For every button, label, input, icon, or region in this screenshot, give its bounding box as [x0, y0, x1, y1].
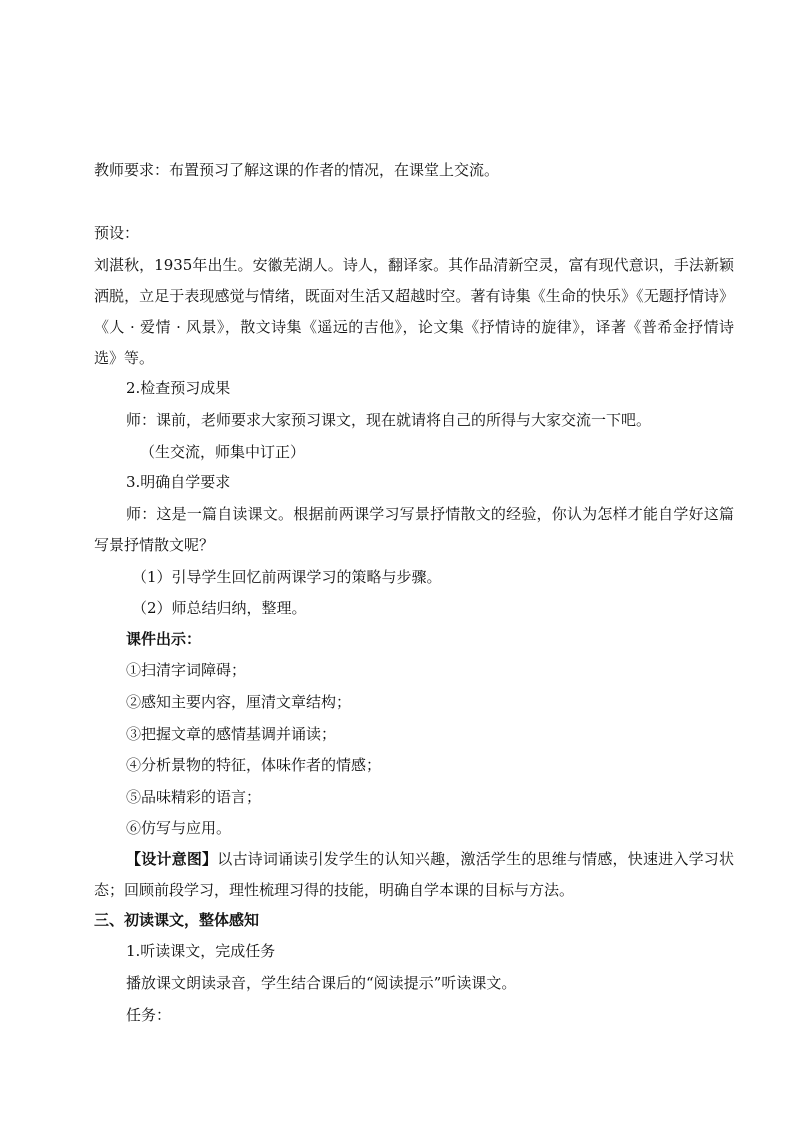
step-item: ⑥仿写与应用。 [126, 819, 232, 837]
design-intent-text: 以古诗词诵读引发学生的认知兴趣，激活学生的思维与情感，快速进入学习状态；回顾前段学习，理性梳理习得的技能，明确自学本课的目标与方法。 [94, 850, 734, 899]
step-item: ⑤品味精彩的语言； [126, 788, 262, 806]
section-3-item-2: （2）师总结归纳，整理。 [132, 599, 307, 617]
preset-label: 预设： [94, 224, 140, 242]
design-intent [94, 844, 734, 906]
part-3-heading: 三、初读课文，整体感知 [94, 911, 260, 929]
step-item: ④分析景物的特征，体味作者的情感； [126, 756, 382, 774]
part-3-step-1-title: 1.听读课文，完成任务 [126, 942, 276, 960]
section-3-teacher-text: 师：这是一篇自读课文。根据前两课学习写景抒情散文的经验，你认为怎样才能自学好这篇写景抒情散文呢？ [94, 505, 734, 554]
part-3-step-1-text: 播放课文朗读录音，学生结合课后的“阅读提示”听读课文。 [126, 974, 517, 992]
courseware-label: 课件出示： [126, 630, 202, 648]
task-label: 任务： [126, 1006, 172, 1024]
author-bio: 刘湛秋，1935年出生。安徽芜湖人。诗人，翻译家。其作品清新空灵，富有现代意识，手法新颖洒脱，立足于表现感觉与情绪，既面对生活又超越时空。著有诗集《生命的快乐》《无题抒情诗》《人 · 爱情 · 风景》，散文诗集《遥远的吉他》，论文集《抒情诗的旋律》，译著《普希金抒情诗选》等。 [94, 256, 734, 367]
section-2-teacher-text: 师：课前，老师要求大家预习课文，现在就请将自己的所得与大家交流一下吧。 [126, 411, 652, 429]
section-2-note: （生交流，师集中订正） [140, 443, 306, 461]
section-2-title: 2.检查预习成果 [126, 379, 231, 397]
design-intent-label: 【设计意图】 [126, 850, 218, 868]
section-3-item-1: （1）引导学生回忆前两课学习的策略与步骤。 [132, 568, 442, 586]
step-item: ③把握文章的感情基调并诵读； [126, 725, 337, 743]
step-item: ①扫清字词障碍； [126, 661, 247, 679]
step-item: ②感知主要内容，厘清文章结构； [126, 693, 352, 711]
teacher-requirement: 教师要求：布置预习了解这课的作者的情况，在课堂上交流。 [94, 161, 500, 179]
section-3-title: 3.明确自学要求 [126, 473, 231, 491]
